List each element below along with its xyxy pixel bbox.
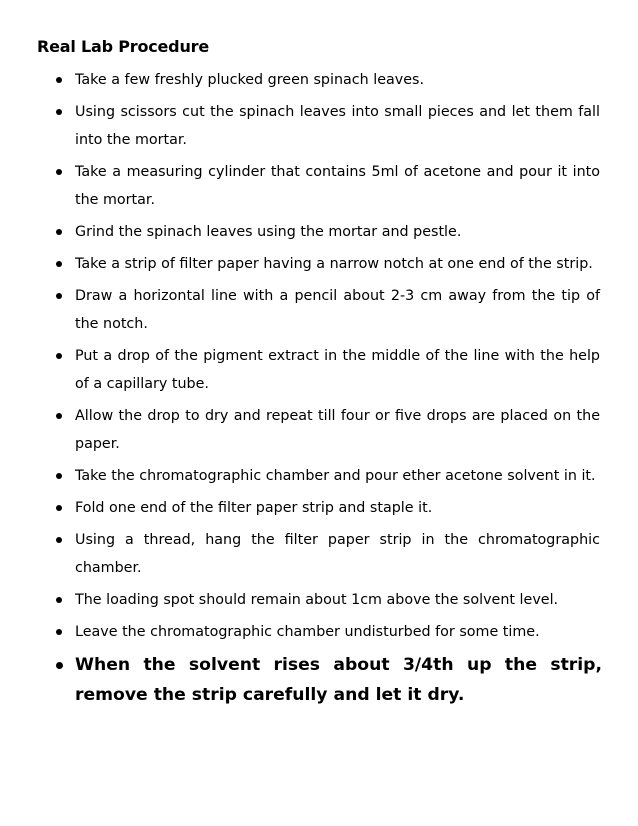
step-text: Take a strip of filter paper having a narrow notch at one end of the strip. bbox=[75, 256, 593, 272]
bullet-icon bbox=[56, 169, 62, 175]
procedure-list bbox=[0, 66, 638, 714]
step-text: Fold one end of the filter paper strip and staple it. bbox=[75, 500, 433, 516]
list-item bbox=[0, 158, 638, 214]
bullet-icon bbox=[56, 293, 62, 299]
list-item bbox=[0, 218, 638, 246]
bullet-icon bbox=[56, 597, 62, 603]
list-item bbox=[0, 586, 638, 614]
list-item bbox=[0, 282, 638, 338]
list-item bbox=[0, 342, 638, 398]
list-item bbox=[0, 526, 638, 582]
step-text: Leave the chromatographic chamber undisturbed for some time. bbox=[75, 624, 540, 640]
bullet-icon bbox=[56, 261, 62, 267]
bullet-icon bbox=[56, 505, 62, 511]
bullet-icon bbox=[56, 353, 62, 359]
step-text: When the solvent rises about 3/4th up the strip, remove the strip carefully and let it dry. bbox=[75, 655, 602, 705]
bullet-icon bbox=[56, 473, 62, 479]
list-item bbox=[0, 462, 638, 490]
bullet-icon bbox=[56, 662, 63, 669]
bullet-icon bbox=[56, 629, 62, 635]
list-item bbox=[0, 494, 638, 522]
list-item bbox=[0, 98, 638, 154]
step-text: The loading spot should remain about 1cm above the solvent level. bbox=[75, 592, 559, 608]
step-text: Using scissors cut the spinach leaves into small pieces and let them fall into the mortar. bbox=[75, 104, 600, 148]
list-item bbox=[0, 66, 638, 94]
bullet-icon bbox=[56, 77, 62, 83]
step-text: Allow the drop to dry and repeat till four or five drops are placed on the paper. bbox=[75, 408, 600, 452]
step-text: Take a measuring cylinder that contains 5ml of acetone and pour it into the mortar. bbox=[75, 164, 600, 208]
bullet-icon bbox=[56, 109, 62, 115]
bullet-icon bbox=[56, 229, 62, 235]
list-item bbox=[0, 402, 638, 458]
bullet-icon bbox=[56, 413, 62, 419]
list-item bbox=[0, 250, 638, 278]
step-text: Grind the spinach leaves using the mortar and pestle. bbox=[75, 224, 462, 240]
bullet-icon bbox=[56, 537, 62, 543]
step-text: Take a few freshly plucked green spinach leaves. bbox=[75, 72, 425, 88]
page-title: Real Lab Procedure bbox=[37, 37, 209, 56]
list-item bbox=[0, 618, 638, 646]
step-text: Take the chromatographic chamber and pour ether acetone solvent in it. bbox=[75, 468, 596, 484]
step-text: Draw a horizontal line with a pencil about 2-3 cm away from the tip of the notch. bbox=[75, 288, 600, 332]
list-item-emphasized bbox=[0, 650, 638, 710]
step-text: Using a thread, hang the filter paper strip in the chromatographic chamber. bbox=[75, 532, 600, 576]
step-text: Put a drop of the pigment extract in the middle of the line with the help of a capillary tube. bbox=[75, 348, 600, 392]
